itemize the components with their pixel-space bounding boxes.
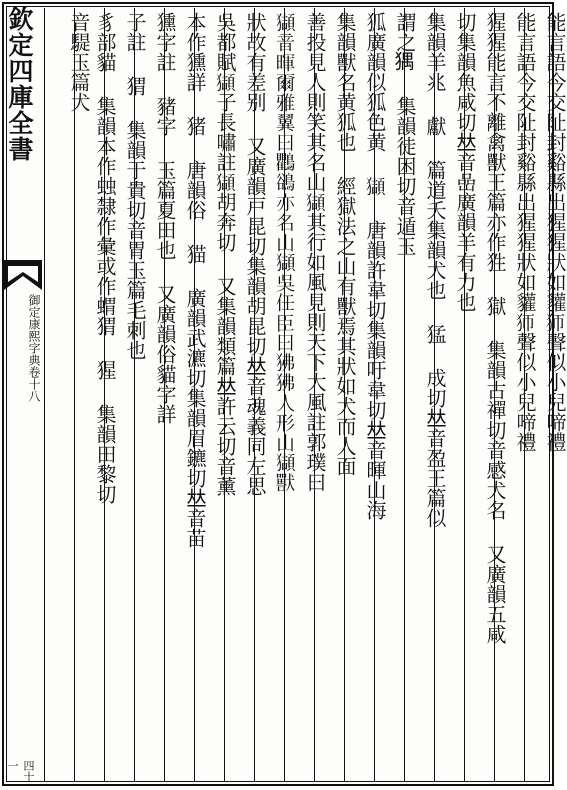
column-text: 本作獯詳 猪 唐韻俗 猫 廣韻武瀌切集韻眉鑣切𠀤音苗: [183, 12, 207, 548]
column-text: 能言語今交阯封谿縣出猩猩狀如貛𤜳聲似小兒啼禮: [513, 12, 537, 452]
column-rule: [44, 8, 45, 782]
column-text: 善投見人則笑其名山𤢺其行如風見則天下大風註郭璞曰: [303, 12, 327, 492]
column-text: 謂之𤟹 集韻徒困切音遁玉: [393, 12, 417, 256]
page-number: 四十一: [6, 760, 35, 782]
margin-column: [0, 0, 44, 790]
volume-label: 御定康熙字典卷十八: [27, 294, 41, 402]
column-text: 猩猩能言不離禽獸王篇亦作狌 獄 集韻古禪切音感犬名 又廣韻五咸: [483, 12, 507, 644]
column-text: 狀故有差别 又廣韻戸昆切集韻胡昆切𠀤音魂義同左思: [243, 12, 267, 496]
column-text: 獯字註 豬字 玉篇夏田也 又廣韻俗貓字詳: [153, 12, 177, 424]
column-text: 豸部貓 集韻本作䖵隸作彙或作蝟猬 猩 集韻田黎切: [93, 12, 117, 504]
text-column: [46, 12, 90, 780]
fishtail-mark-icon: [2, 258, 44, 292]
column-text: 子註 猬 集韻于貴切音胃玉篇毛刺也: [123, 12, 147, 360]
column-text: 集韻羊兆 獻 篇道夭集韻犬也 猛 成切𠀤音盈王篇似: [423, 12, 447, 528]
column-text: 能言語今交阯封谿縣出猩猩狀如貛𤜳聲似小兒啼禮: [543, 12, 567, 452]
column-text: 𤢺音暉爾雅翼曰鸜鵒亦名山𤢺吳任臣曰狒狒人形山𤢺獸: [273, 12, 297, 492]
column-text: 音騠玉篇犬: [67, 12, 91, 112]
column-text: 狐廣韻似狐色黄 𤢺 唐韻許韋切集韻吁韋切𠀤音暉山海: [363, 12, 387, 520]
column-text: 吳都賦𤢺子長嘯註𤢺胡奔切 又集韻類篇𠀤許云切音薰: [213, 12, 237, 496]
column-text: 集韻獸名黄狐也 經獄法之山有獸焉其狀如犬而人面: [333, 12, 357, 476]
column-text: 切集韻魚咸切𠀤音嵒廣韻羊有力也: [453, 12, 477, 312]
book-title: 欽定四庫全書: [5, 6, 34, 162]
